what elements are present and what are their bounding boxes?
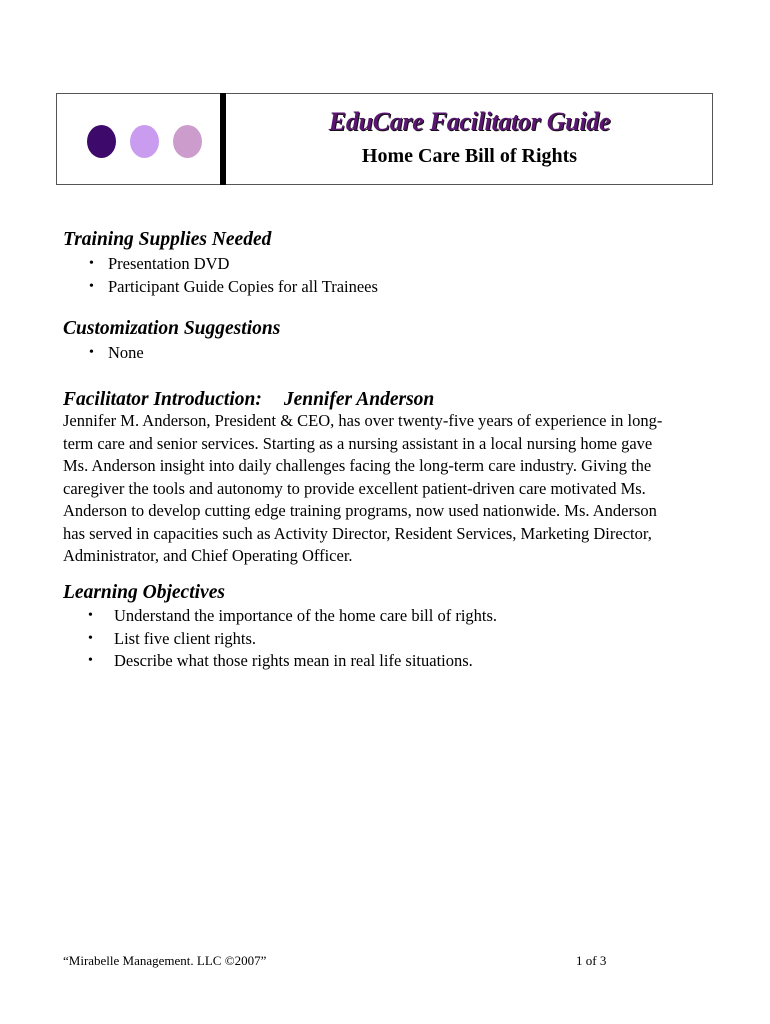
customization-list xyxy=(85,342,144,365)
purple-dot-icon-3 xyxy=(173,125,202,158)
facilitator-heading xyxy=(63,389,434,411)
footer-copyright: “Mirabelle Management. LLC ©2007” xyxy=(63,953,267,968)
bullet-icon: • xyxy=(89,256,94,271)
learning-objectives-heading: Learning Objectives xyxy=(63,582,225,603)
list-item: • Participant Guide Copies for all Trainees xyxy=(89,276,378,296)
guide-subtitle: Home Care Bill of Rights xyxy=(361,145,578,167)
training-supplies-list xyxy=(85,253,378,298)
purple-dot-icon-1 xyxy=(87,125,116,158)
facilitator-name: Jennifer Anderson xyxy=(283,389,435,410)
list-item: • Describe what those rights mean in real life situations. xyxy=(88,651,473,670)
bullet-icon: • xyxy=(88,653,93,668)
list-item: • List five client rights. xyxy=(88,628,257,648)
header-divider xyxy=(220,93,226,185)
guide-title: EduCare Facilitator Guide xyxy=(328,107,611,136)
list-item: • Understand the importance of the home care bill of rights. xyxy=(88,606,498,625)
bullet-icon: • xyxy=(88,630,93,646)
purple-dot-icon-2 xyxy=(130,125,159,158)
facilitator-introduction: Jennifer M. Anderson, President & CEO, has over twenty-five years of experience in long- term care and senior services. Starting as a nursing assistant in a local nursing home gave Ms. Anderson insight into daily challenges facing the long-term care industry. Giving the caregiver the tools and autonomy to provide excellent patient-driven care motivated Ms. Anderson to develop cutting edge training programs, now used nationwide. Ms. Anderson has served in capacities such as Activity Director, Resident Services, Marketing Director, Administrator, and Chief Operating Officer. xyxy=(63,411,663,565)
footer-page-number: 1 of 3 xyxy=(576,953,607,968)
training-supplies-heading: Training Supplies Needed xyxy=(63,229,272,250)
list-item: • None xyxy=(89,343,144,362)
bullet-icon: • xyxy=(89,278,94,294)
facilitator-label: Facilitator Introduction: xyxy=(63,389,262,410)
bullet-icon: • xyxy=(88,608,93,623)
bullet-icon: • xyxy=(89,345,94,360)
customization-heading: Customization Suggestions xyxy=(63,318,281,339)
list-item: • Presentation DVD xyxy=(89,254,230,273)
learning-objectives-list xyxy=(62,605,497,673)
header-box xyxy=(56,93,713,185)
